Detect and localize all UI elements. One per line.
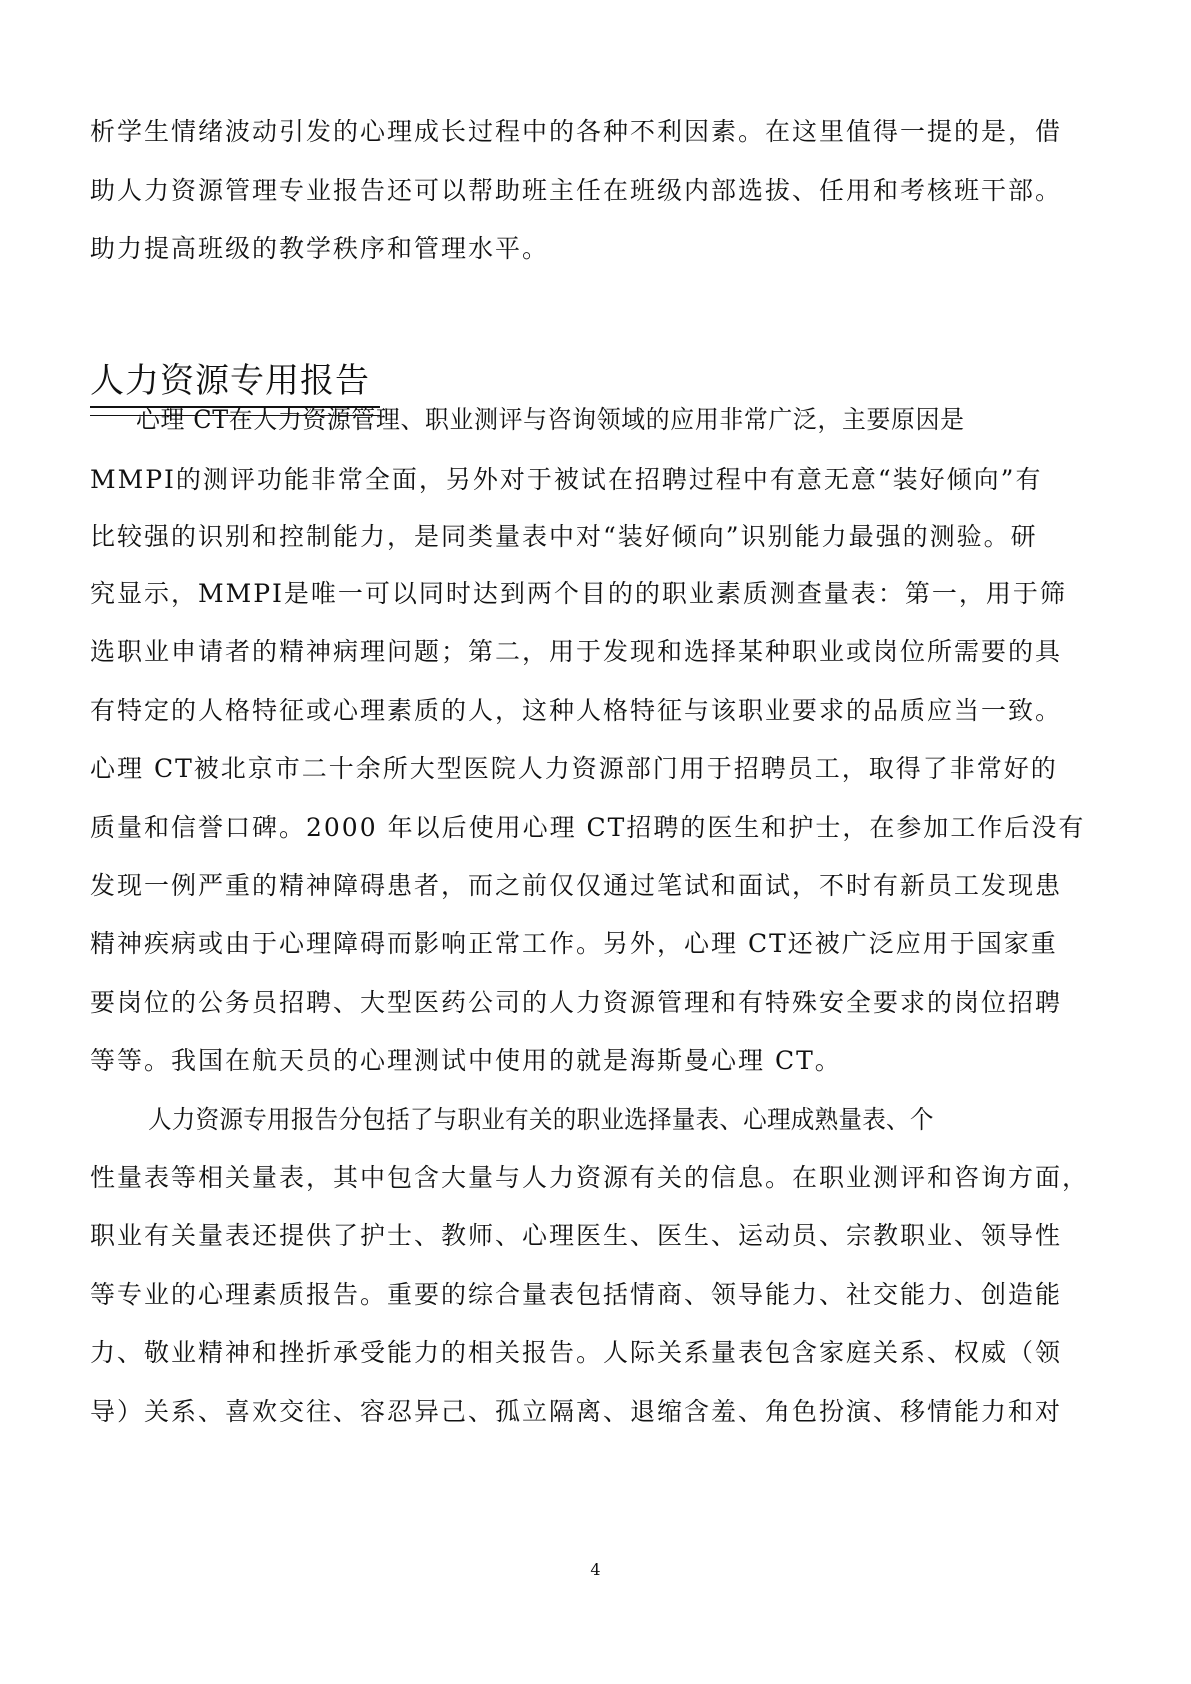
body-text-line: 有特定的人格特征或心理素质的人，这种人格特征与该职业要求的品质应当一致。 [90,696,1063,725]
body-text-line: 人力资源专用报告分包括了与职业有关的职业选择量表、心理成熟量表、个 [148,1105,934,1134]
body-text-line: 导）关系、喜欢交往、容忍异己、孤立隔离、退缩含羞、角色扮演、移情能力和对 [90,1397,1063,1426]
body-text-line: 性量表等相关量表，其中包含大量与人力资源有关的信息。在职业测评和咨询方面， [90,1163,1090,1192]
body-text-line: MMPI的测评功能非常全面，另外对于被试在招聘过程中有意无意“装好倾向”有 [90,465,1043,494]
body-text-line: 心理 CT在人力资源管理、职业测评与咨询领域的应用非常广泛，主要原因是 [136,405,965,434]
body-text-line: 析学生情绪波动引发的心理成长过程中的各种不利因素。在这里值得一提的是，借 [90,117,1063,146]
body-text-line: 力、敬业精神和挫折承受能力的相关报告。人际关系量表包含家庭关系、权威（领 [90,1338,1063,1367]
body-text-line: 选职业申请者的精神病理问题；第二，用于发现和选择某种职业或岗位所需要的具 [90,637,1063,666]
body-text-line: 质量和信誉口碑。2000 年以后使用心理 CT招聘的医生和护士，在参加工作后没有 [90,813,1086,842]
body-text-line: 等等。我国在航天员的心理测试中使用的就是海斯曼心理 CT。 [90,1046,842,1075]
body-text-line: 究显示，MMPI是唯一可以同时达到两个目的的职业素质测查量表：第一，用于筛 [90,579,1067,608]
section-heading: 人力资源专用报告 [90,361,370,401]
body-text-line: 发现一例严重的精神障碍患者，而之前仅仅通过笔试和面试，不时有新员工发现患 [90,871,1063,900]
page-number: 4 [590,1560,601,1579]
body-text-line: 等专业的心理素质报告。重要的综合量表包括情商、领导能力、社交能力、创造能 [90,1280,1063,1309]
body-text-line: 心理 CT被北京市二十余所大型医院人力资源部门用于招聘员工，取得了非常好的 [90,754,1058,783]
body-text-line: 要岗位的公务员招聘、大型医药公司的人力资源管理和有特殊安全要求的岗位招聘 [90,988,1063,1017]
body-text-line: 比较强的识别和控制能力，是同类量表中对“装好倾向”识别能力最强的测验。研 [90,522,1038,551]
body-text-line: 助人力资源管理专业报告还可以帮助班主任在班级内部选拔、任用和考核班干部。 [90,176,1063,205]
body-text-line: 助力提高班级的教学秩序和管理水平。 [90,234,550,263]
body-text-line: 精神疾病或由于心理障碍而影响正常工作。另外，心理 CT还被广泛应用于国家重 [90,929,1058,958]
body-text-line: 职业有关量表还提供了护士、教师、心理医生、医生、运动员、宗教职业、领导性 [90,1221,1063,1250]
